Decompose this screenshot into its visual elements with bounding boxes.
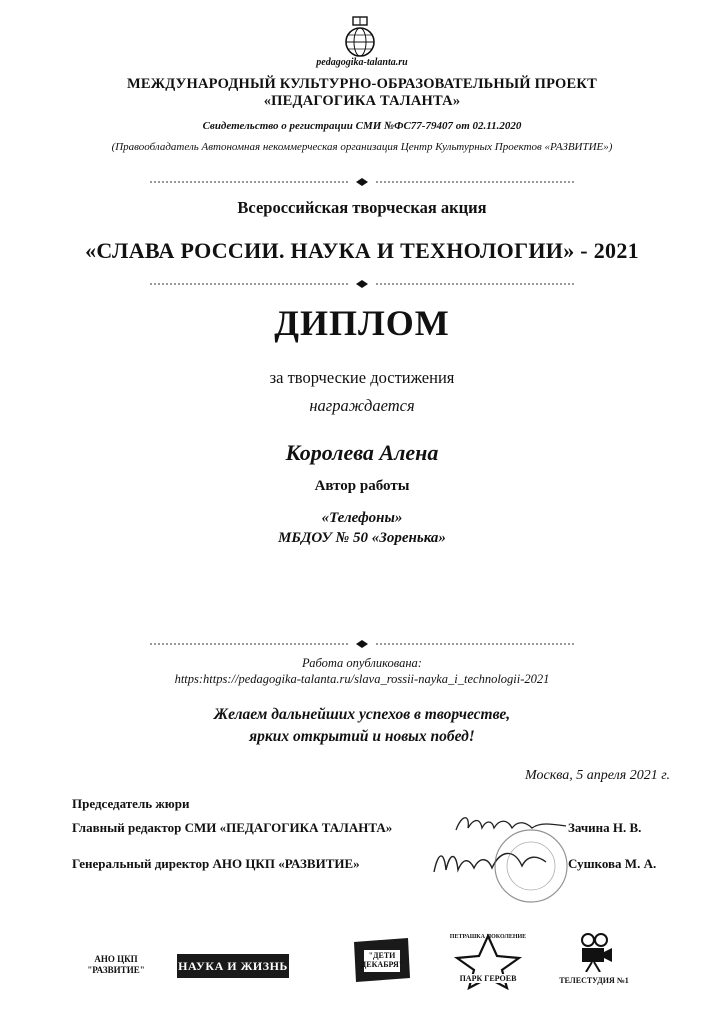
registration-certificate: Свидетельство о регистрации СМИ №ФС77-79407 от 02.11.2020 [202, 120, 522, 132]
diploma-title: ДИПЛОМ [274, 303, 450, 343]
park-logo-text: ПАРК ГЕРОЕВ [445, 974, 531, 983]
director-title: Генеральный директор АНО ЦКП «РАЗВИТИЕ» [72, 856, 360, 871]
ornament-divider [150, 280, 574, 288]
director-name: Сушкова М. А. [568, 856, 657, 871]
wishes-line-2: ярких открытий и новых побед! [249, 728, 475, 745]
wishes-line-1: Желаем дальнейших успехов в творчестве, [213, 706, 511, 723]
deti-logo-text-1: "ДЕТИ [368, 951, 396, 960]
ornament-divider [150, 178, 574, 186]
ornament-divider [150, 640, 574, 648]
organization-subtitle: «ПЕДАГОГИКА ТАЛАНТА» [263, 93, 461, 109]
institution-name: МБДОУ № 50 «Зоренька» [278, 530, 446, 546]
park-logo-top-text: ПЕТРАШКА ПОКОЛЕНИЕ [449, 934, 527, 940]
award-reason: за творческие достижения [269, 368, 455, 387]
telestudiya-logo [548, 932, 640, 990]
event-type: Всероссийская творческая акция [237, 198, 487, 217]
site-address: pedagogika-talanta.ru [316, 57, 408, 68]
publication-label: Работа опубликована: [302, 656, 422, 670]
deti-logo-text-2: ДЕКАБРЯ" [360, 960, 404, 969]
copyright-owner: (Правообладатель Автономная некоммерческая организация Центр Культурных Проектов «РАЗВИТИЕ») [111, 141, 613, 153]
work-title: «Телефоны» [321, 510, 403, 526]
globe-book-logo-icon [340, 16, 380, 58]
publication-url[interactable]: https:https://pedagogika-talanta.ru/slava_rossii-nayka_i_technologii-2021 [174, 672, 550, 686]
recipient-name: Королева Алена [285, 440, 439, 465]
place-and-date: Москва, 5 апреля 2021 г. [525, 768, 670, 783]
nauka-i-zhizn-logo: НАУКА И ЖИЗНЬ [177, 954, 289, 978]
organization-stamp-icon [488, 826, 574, 906]
jury-chair-label: Председатель жюри [72, 796, 190, 811]
editor-name: Зачина Н. В. [568, 820, 642, 835]
ano-logo-text-1: АНО ЦКП [94, 954, 138, 964]
editor-title: Главный редактор СМИ «ПЕДАГОГИКА ТАЛАНТА» [72, 820, 393, 835]
ano-logo-text-2: "РАЗВИТИЕ" [87, 965, 145, 975]
organization-title: МЕЖДУНАРОДНЫЙ КУЛЬТУРНО-ОБРАЗОВАТЕЛЬНЫЙ ПРОЕКТ [127, 76, 597, 92]
deti-dekabrya-logo [352, 938, 412, 982]
park-geroev-logo [445, 932, 531, 990]
ano-razvitie-logo [78, 948, 154, 982]
tele-logo-text: ТЕЛЕСТУДИЯ №1 [559, 976, 629, 985]
movie-camera-icon [574, 932, 614, 972]
recipient-role: Автор работы [314, 478, 410, 494]
event-title: «СЛАВА РОССИИ. НАУКА И ТЕХНОЛОГИИ» - 2021 [85, 238, 639, 263]
awarded-label: награждается [309, 396, 415, 415]
partner-logos [0, 930, 724, 1000]
